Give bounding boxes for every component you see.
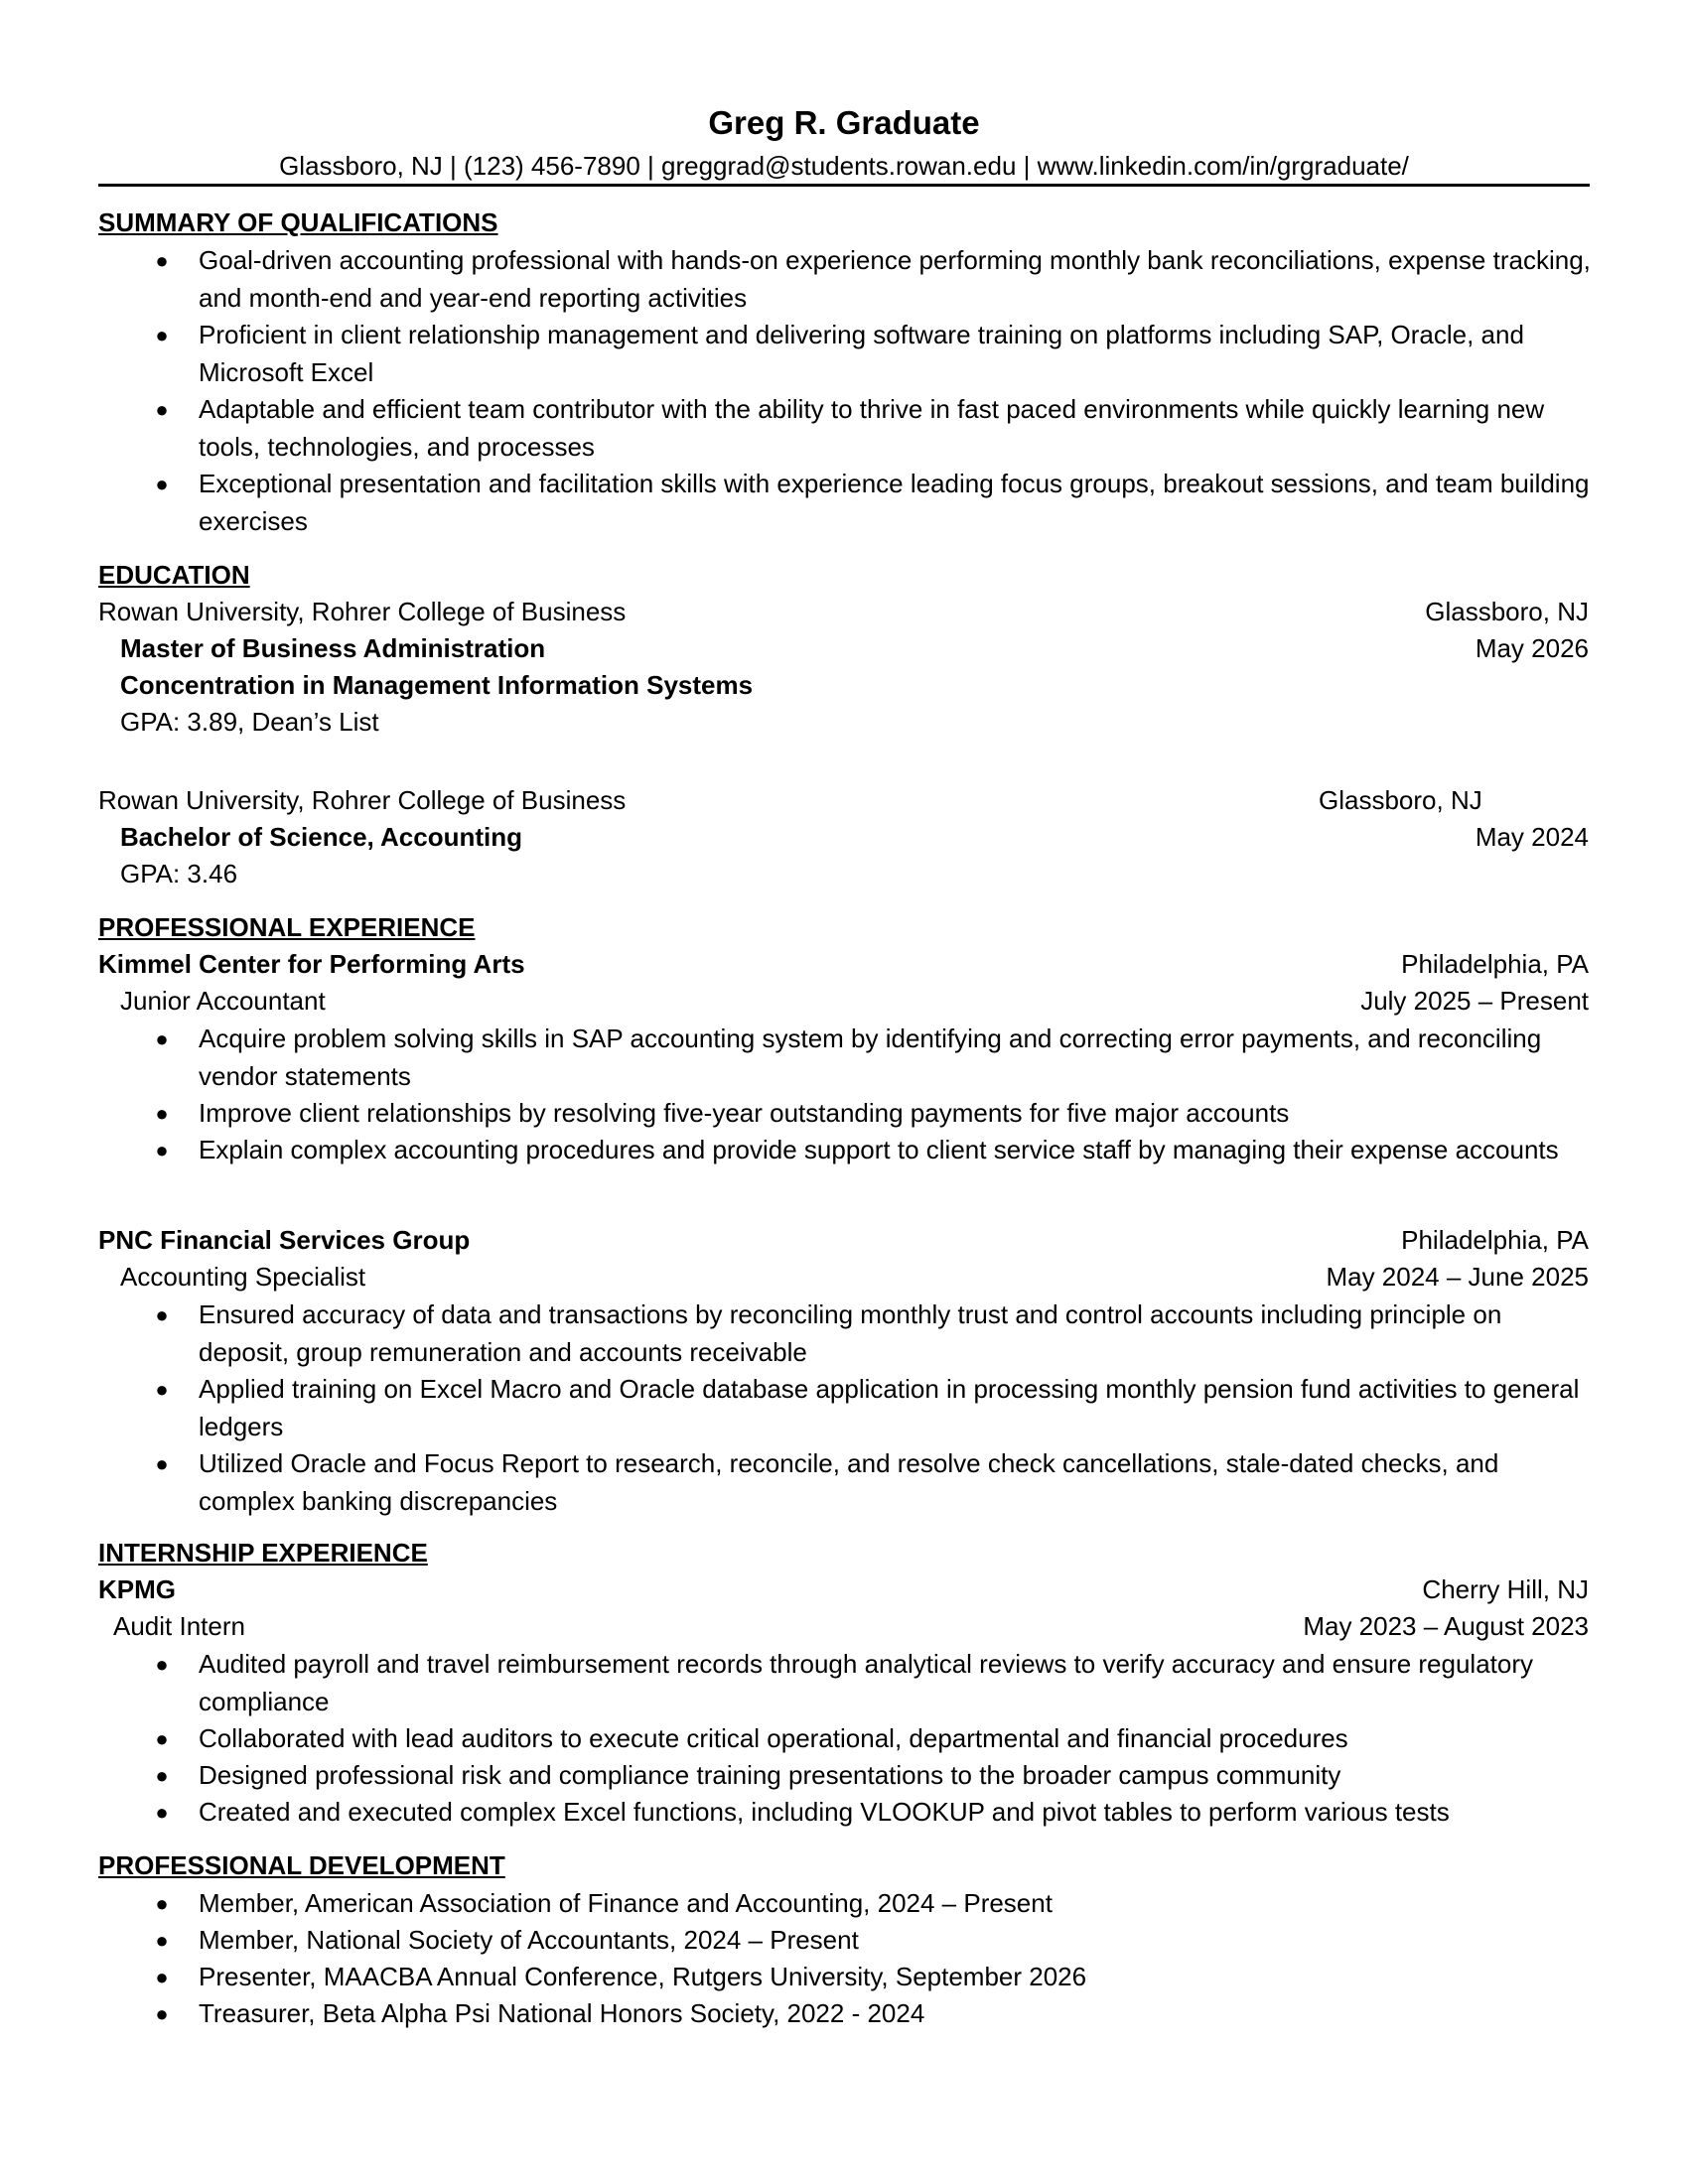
development-item: Treasurer, Beta Alpha Psi National Honors Society, 2022 - 2024 bbox=[199, 1998, 925, 2028]
job-bullet: Applied training on Excel Macro and Oracle database application in processing monthly pension fund activities to general ledgers bbox=[199, 1374, 1580, 1441]
job-title: Junior Accountant bbox=[120, 986, 326, 1016]
school-name: Rowan University, Rohrer College of Business bbox=[98, 597, 627, 626]
development-item: Member, National Society of Accountants, 2024 – Present bbox=[199, 1925, 859, 1955]
job-bullet: Improve client relationships by resolving five-year outstanding payments for five major accounts bbox=[199, 1098, 1290, 1128]
job-dates: July 2025 – Present bbox=[1360, 986, 1589, 1016]
employer-name: KPMG bbox=[98, 1574, 176, 1604]
job-bullet: Audited payroll and travel reimbursement records through analytical reviews to verify accuracy and ensure regulatory compliance bbox=[199, 1649, 1533, 1716]
employer-location: Cherry Hill, NJ bbox=[1422, 1574, 1589, 1604]
bullet-icon: ● bbox=[155, 1652, 169, 1677]
school-location: Glassboro, NJ bbox=[1425, 597, 1589, 626]
school-location: Glassboro, NJ bbox=[1319, 785, 1482, 815]
degree-gpa: GPA: 3.89, Dean’s List bbox=[120, 707, 379, 737]
employer-location: Philadelphia, PA bbox=[1401, 1225, 1589, 1255]
bullet-icon: ● bbox=[155, 1451, 169, 1476]
bullet-icon: ● bbox=[155, 2001, 169, 2026]
bullet-icon: ● bbox=[155, 1302, 169, 1327]
job-bullet: Acquire problem solving skills in SAP accounting system by identifying and correcting error payments, and reconciling vendor statements bbox=[199, 1024, 1542, 1091]
job-dates: May 2024 – June 2025 bbox=[1326, 1262, 1589, 1292]
bullet-icon: ● bbox=[155, 1891, 169, 1916]
summary-item: Adaptable and efficient team contributor with the ability to thrive in fast paced environments while quickly learning new tools, technologies, and processes bbox=[199, 394, 1545, 462]
summary-item: Goal-driven accounting professional with hands-on experience performing monthly bank reconciliations, expense tracking, and month-end and year-end reporting activities bbox=[199, 245, 1591, 313]
job-bullet: Created and executed complex Excel functions, including VLOOKUP and pivot tables to perform various tests bbox=[199, 1797, 1450, 1827]
employer-location: Philadelphia, PA bbox=[1401, 949, 1589, 979]
job-dates: May 2023 – August 2023 bbox=[1303, 1611, 1589, 1641]
section-heading-development: PROFESSIONAL DEVELOPMENT bbox=[98, 1850, 505, 1880]
bullet-icon: ● bbox=[155, 323, 169, 347]
job-bullet: Utilized Oracle and Focus Report to research, reconcile, and resolve check cancellations, stale-dated checks, and complex banking discrepancies bbox=[199, 1448, 1499, 1516]
employer-name: PNC Financial Services Group bbox=[98, 1225, 471, 1255]
section-heading-professional: PROFESSIONAL EXPERIENCE bbox=[98, 912, 476, 942]
degree-gpa: GPA: 3.46 bbox=[120, 859, 238, 888]
section-heading-education: EDUCATION bbox=[98, 560, 250, 590]
job-title: Accounting Specialist bbox=[120, 1262, 366, 1292]
bullet-icon: ● bbox=[155, 1965, 169, 1989]
summary-item: Exceptional presentation and facilitation skills with experience leading focus groups, breakout sessions, and team building exercises bbox=[199, 469, 1590, 536]
job-bullet: Ensured accuracy of data and transactions by reconciling monthly trust and control accounts including principle on deposit, group remuneration and accounts receivable bbox=[199, 1299, 1502, 1367]
bullet-icon: ● bbox=[155, 248, 169, 273]
job-bullet: Collaborated with lead auditors to execute critical operational, departmental and financial procedures bbox=[199, 1723, 1348, 1753]
job-bullet: Explain complex accounting procedures and provide support to client service staff by managing their expense accounts bbox=[199, 1135, 1559, 1164]
bullet-icon: ● bbox=[155, 1726, 169, 1751]
candidate-name: Greg R. Graduate bbox=[708, 104, 980, 141]
degree-title: Master of Business Administration bbox=[120, 633, 546, 663]
section-heading-summary: SUMMARY OF QUALIFICATIONS bbox=[98, 207, 498, 237]
header-divider bbox=[98, 184, 1590, 187]
job-title: Audit Intern bbox=[113, 1611, 245, 1641]
job-bullet: Designed professional risk and compliance training presentations to the broader campus community bbox=[199, 1760, 1341, 1790]
bullet-icon: ● bbox=[155, 472, 169, 496]
summary-item: Proficient in client relationship management and delivering software training on platforms including SAP, Oracle, and Microsoft Excel bbox=[199, 320, 1524, 387]
bullet-icon: ● bbox=[155, 1138, 169, 1162]
degree-title: Bachelor of Science, Accounting bbox=[120, 822, 523, 852]
degree-date: May 2026 bbox=[1475, 633, 1589, 663]
development-item: Member, American Association of Finance and Accounting, 2024 – Present bbox=[199, 1888, 1053, 1918]
employer-name: Kimmel Center for Performing Arts bbox=[98, 949, 525, 979]
bullet-icon: ● bbox=[155, 397, 169, 422]
degree-date: May 2024 bbox=[1475, 822, 1589, 852]
bullet-icon: ● bbox=[155, 1928, 169, 1953]
bullet-icon: ● bbox=[155, 1377, 169, 1402]
section-heading-internship: INTERNSHIP EXPERIENCE bbox=[98, 1538, 428, 1568]
degree-concentration: Concentration in Management Information Systems bbox=[120, 670, 754, 700]
contact-line: Glassboro, NJ | (123) 456-7890 | greggrad@students.rowan.edu | www.linkedin.com/in/grgraduate/ bbox=[279, 151, 1409, 181]
bullet-icon: ● bbox=[155, 1026, 169, 1051]
school-name: Rowan University, Rohrer College of Business bbox=[98, 785, 627, 815]
bullet-icon: ● bbox=[155, 1101, 169, 1126]
development-item: Presenter, MAACBA Annual Conference, Rutgers University, September 2026 bbox=[199, 1962, 1087, 1991]
bullet-icon: ● bbox=[155, 1763, 169, 1788]
bullet-icon: ● bbox=[155, 1800, 169, 1825]
